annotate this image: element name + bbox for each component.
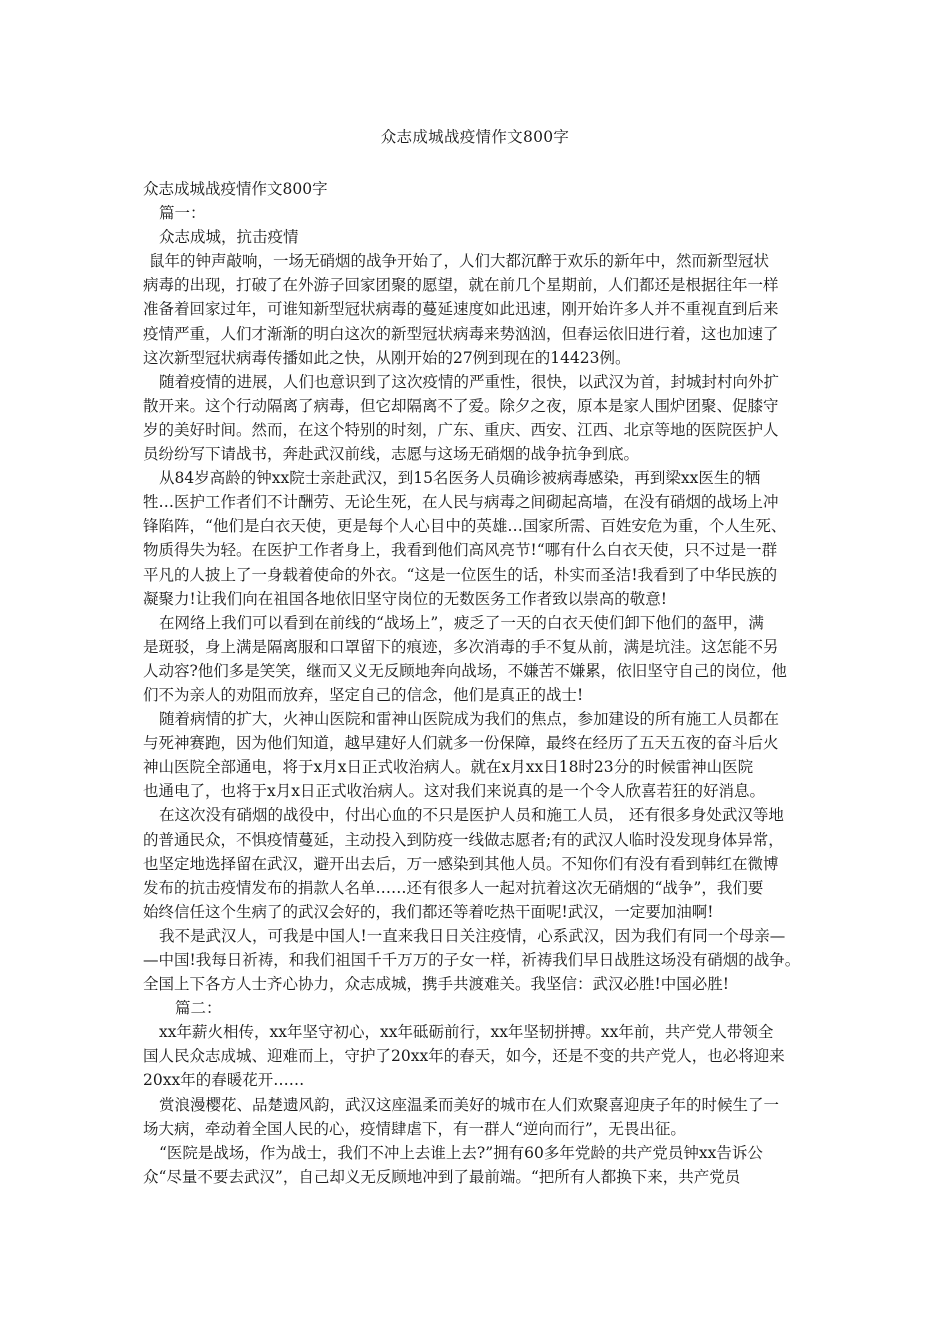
- document-title: 众志成城战疫情作文800字: [380, 128, 570, 146]
- text-line: 岁的美好时间。然而，在这个特别的时刻，广东、重庆、西安、江西、北京等地的医院医护人: [143, 420, 779, 439]
- text-line: 的普通民众，不惧疫情蔓延，主动投入到防疫一线做志愿者;有的武汉人临时没发现身体异常，: [143, 830, 784, 849]
- text-line: 是斑驳，身上满是隔离服和口罩留下的痕迹，多次消毒的手不复从前，满是坑洼。这怎能不另: [143, 637, 779, 656]
- text-line: 准备着回家过年，可谁知新型冠状病毒的蔓延速度如此迅速，刚开始许多人并不重视直到后来: [143, 300, 779, 319]
- text-line: 我不是武汉人，可我是中国人!一直来我日日关注疫情，心系武汉，因为我们有同一个母亲—: [159, 926, 786, 945]
- text-line: 随着疫情的进展，人们也意识到了这次疫情的严重性，很快，以武汉为首，封城封村向外扩: [159, 372, 780, 391]
- text-line: 疫情严重，人们才渐渐的明白这次的新型冠状病毒来势汹汹，但春运依旧进行着，这也加速了: [143, 324, 779, 343]
- text-line: 众“尽量不要去武汉”，自己却义无反顾地冲到了最前端。“把所有人都换下来，共产党员: [143, 1167, 741, 1186]
- text-line: 们不为亲人的劝阻而放弃，坚定自己的信念，他们是真正的战士!: [143, 685, 584, 704]
- text-line: 物质得失为轻。在医护工作者身上，我看到他们高风亮节!“哪有什么白衣天使，只不过是一群: [143, 541, 778, 560]
- text-line: 病毒的出现，打破了在外游子回家团聚的愿望，就在前几个星期前，人们都还是根据往年一样: [143, 276, 779, 295]
- text-line: 全国上下各方人士齐心协力，众志成城，携手共渡难关。我坚信：武汉必胜!中国必胜!: [143, 975, 729, 994]
- text-line: 与死神赛跑，因为他们知道，越早建好人们就多一份保障，最终在经历了五天五夜的奋斗后火: [143, 734, 779, 753]
- body-heading: 众志成城战疫情作文800字: [143, 180, 328, 198]
- text-line: 凝聚力!让我们向在祖国各地依旧坚守岗位的无数医务工作者致以崇高的敬意!: [143, 589, 667, 608]
- text-line: 人动容?他们多是笑笑，继而又义无反顾地奔向战场，不嫌苦不嫌累，依旧坚守自己的岗位，他: [143, 661, 787, 680]
- text-line: 神山医院全部通电，将于x月x日正式收治病人。就在x月xx日18时23分的时候雷神山医院: [143, 758, 754, 777]
- text-line: 员纷纷写下请战书，奔赴武汉前线，志愿与这场无硝烟的战争抗争到底。: [143, 445, 640, 464]
- text-line: xx年薪火相传，xx年坚守初心，xx年砥砺前行，xx年坚韧拼搏。xx年前，共产党人带领全: [159, 1023, 774, 1042]
- text-line: 赏浪漫樱花、品楚遗风韵，武汉这座温柔而美好的城市在人们欢聚喜迎庚子年的时候生了一: [159, 1095, 780, 1114]
- text-line: 锋陷阵，“他们是白衣天使，更是每个人心目中的英雄…国家所需、百姓安危为重，个人生死、: [143, 517, 787, 536]
- text-line: —中国!我每日祈祷，和我们祖国千千万万的子女一样，祈祷我们早日战胜这场没有硝烟的战争。: [143, 951, 801, 969]
- essay-subtitle: 众志成城，抗击疫情: [159, 228, 299, 247]
- text-line: 始终信任这个生病了的武汉会好的，我们都还等着吃热干面呢!武汉，一定要加油啊!: [143, 902, 714, 921]
- section-label-two: 篇二：: [175, 999, 222, 1018]
- text-line: 散开来。这个行动隔离了病毒，但它却隔离不了爱。除夕之夜，原本是家人围炉团聚、促膝守: [143, 396, 779, 415]
- section-label-one: 篇一：: [159, 204, 206, 223]
- text-line: 从84岁高龄的钟xx院士亲赴武汉，到15名医务人员确诊被病毒感染，再到梁xx医生的牺: [159, 469, 761, 488]
- text-line: 在这次没有硝烟的战役中，付出心血的不只是医护人员和施工人员， 还有很多身处武汉等地: [159, 806, 784, 825]
- text-line: 牲…医护工作者们不计酬劳、无论生死，在人民与病毒之间砌起高墙，在没有硝烟的战场上冲: [143, 493, 779, 512]
- text-line: 场大病，牵动着全国人民的心，疫情肆虐下，有一群人“逆向而行”，无畏出征。: [143, 1119, 686, 1138]
- text-line: “医院是战场，作为战士，我们不冲上去谁上去?”拥有60多年党龄的共产党员钟xx告诉公: [159, 1143, 763, 1162]
- text-line: 平凡的人披上了一身载着使命的外衣。“这是一位医生的话，朴实而圣洁!我看到了中华民族的: [143, 565, 778, 584]
- text-line: 在网络上我们可以看到在前线的“战场上”，疲乏了一天的白衣天使们卸下他们的盔甲，满: [159, 613, 764, 632]
- text-line: 也坚定地选择留在武汉，避开出去后，万一感染到其他人员。不知你们有没有看到韩红在微博: [143, 854, 779, 873]
- text-line: 鼠年的钟声敲响，一场无硝烟的战争开始了，人们大都沉醉于欢乐的新年中，然而新型冠状: [149, 252, 770, 271]
- text-line: 发布的抗击疫情发布的捐款人名单……还有很多人一起对抗着这次无硝烟的“战争”，我们要: [143, 878, 764, 897]
- document-body: [143, 177, 828, 1189]
- text-line: 国人民众志成城、迎难而上，守护了20xx年的春天，如今，还是不变的共产党人，也必将迎来: [143, 1047, 785, 1066]
- text-line: 这次新型冠状病毒传播如此之快，从刚开始的27例到现在的14423例。: [143, 348, 631, 367]
- text-line: 随着病情的扩大，火神山医院和雷神山医院成为我们的焦点，参加建设的所有施工人员都在: [159, 710, 780, 729]
- text-line: 也通电了，也将于x月x日正式收治病人。这对我们来说真的是一个令人欣喜若狂的好消息。: [143, 782, 765, 801]
- text-line: 20xx年的春暖花开……: [143, 1071, 305, 1090]
